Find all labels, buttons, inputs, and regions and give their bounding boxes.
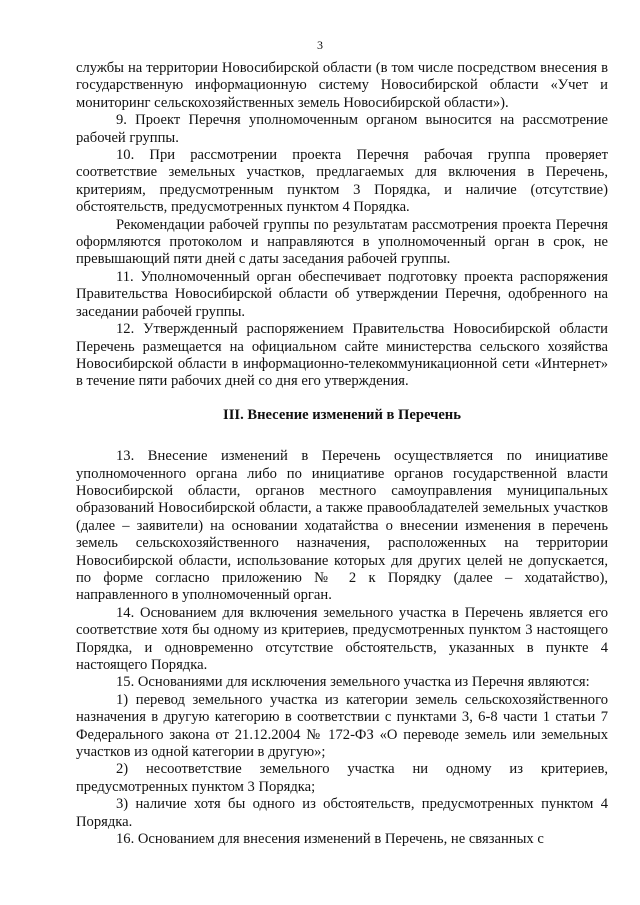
paragraph-subitem-1: 1) перевод земельного участка из категории земель сельскохозяйственного назначения в другую категорию в соответствии с пунктами 3, 6-8 части 1 статьи 7 Федерального закона от 21.12.2004 № 172-ФЗ «О переводе земель или земельных участков из одной категории в другую»; xyxy=(76,691,608,761)
paragraph-item-12: 12. Утвержденный распоряжением Правительства Новосибирской области Перечень размещается на официальном сайте министерства сельского хозяйства Новосибирской области в информационно-телекоммуникационной сети «Интернет» в течение пяти рабочих дней со дня его утверждения. xyxy=(76,321,608,390)
paragraph-item-9: 9. Проект Перечня уполномоченным органом выносится на рассмотрение рабочей группы. xyxy=(76,112,608,146)
paragraph-item-16: 16. Основанием для внесения изменений в Перечень, не связанных с xyxy=(116,831,544,848)
paragraph-item-14: 14. Основанием для включения земельного участка в Перечень является его соответствие хотя бы одному из критериев, предусмотренных пунктом 3 настоящего Порядка, и одновременно отсутствие обстоятельств, указанных в пункте 4 настоящего Порядка. xyxy=(76,604,608,673)
paragraph-continuation: службы на территории Новосибирской области (в том числе посредством внесения в государственную информационную систему Новосибирской области «Учет и мониторинг сельскохозяйственных земель Новосибирской области»). xyxy=(76,60,608,111)
paragraph-item-11: 11. Уполномоченный орган обеспечивает подготовку проекта распоряжения Правительства Новосибирской области об утверждении Перечня, одобренного на заседании рабочей группы. xyxy=(76,268,608,320)
paragraph-item-10: 10. При рассмотрении проекта Перечня рабочая группа проверяет соответствие земельных участков, предлагаемых для включения в Перечень, критериям, предусмотренным пунктом 3 Порядка, и наличие (отсутствие) обстоятельств, предусмотренных пунктом 4 Порядка. xyxy=(76,147,608,216)
paragraph-subitem-2: 2) несоответствие земельного участка ни одному из критериев, предусмотренных пунктом 3 Порядка; xyxy=(76,761,608,795)
page-number: 3 xyxy=(317,38,323,52)
document-body xyxy=(76,60,608,848)
paragraph-subitem-3: 3) наличие хотя бы одного из обстоятельств, предусмотренных пунктом 4 Порядка. xyxy=(76,796,608,830)
paragraph-item-15: 15. Основаниями для исключения земельного участка из Перечня являются: xyxy=(116,674,590,691)
paragraph-recommendations: Рекомендации рабочей группы по результатам рассмотрения проекта Перечня оформляются протоколом и направляются в уполномоченный орган в срок, не превышающий пяти дней с даты заседания рабочей группы. xyxy=(76,216,608,268)
paragraph-item-13: 13. Внесение изменений в Перечень осуществляется по инициативе уполномоченного органа либо по инициативе органов государственной власти Новосибирской области, органов местного самоуправления муниципальных образований Новосибирской области, а также правообладателей земельных участков (далее – заявители) на основании ходатайства о внесении изменения в перечень земель сельскохозяйственного назначения, расположенных на территории Новосибирской области, использование которых для других целей не допускается, по форме согласно приложению № 2 к Порядку (далее – ходатайство), направленного в уполномоченный орган. xyxy=(76,448,608,604)
section-heading: III. Внесение изменений в Перечень xyxy=(223,406,461,423)
